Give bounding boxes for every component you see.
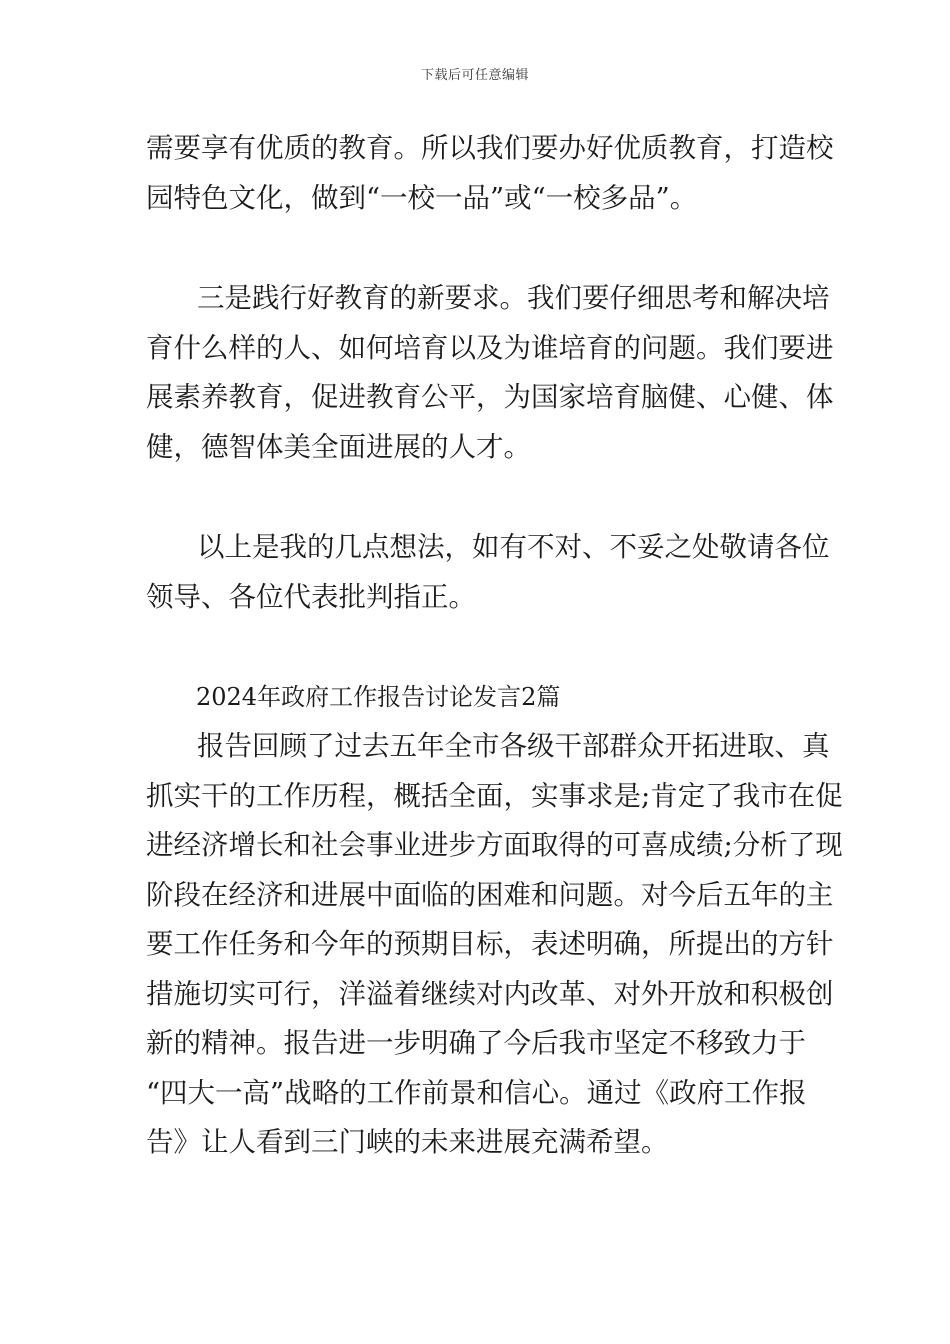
text-line: 报告回顾了过去五年全市各级干部群众开拓进取、真 (197, 730, 830, 762)
page-header: 下载后可任意编辑 (420, 68, 529, 83)
text-line: 告》让人看到三门峡的未来进展充满希望。 (146, 1126, 669, 1158)
text-line: 抓实干的工作历程，概括全面，实事求是;肯定了我市在促 (146, 779, 843, 812)
paragraph-2 (146, 274, 834, 472)
paragraph-1 (146, 124, 834, 223)
text-line: 三是践行好教育的新要求。我们要仔细思考和解决培 (197, 282, 830, 314)
text-line: 育什么样的人、如何培育以及为谁培育的问题。我们要进 (146, 331, 834, 364)
text-line: 进经济增长和社会事业进步方面取得的可喜成绩;分析了现 (146, 829, 843, 861)
text-line: 措施切实可行，洋溢着继续对内改革、对外开放和积极创 (146, 977, 834, 1010)
text-line: 新的精神。报告进一步明确了今后我市坚定不移致力于 (146, 1027, 806, 1059)
text-line: 阶段在经济和进展中面临的困难和问题。对今后五年的主 (146, 878, 834, 911)
text-line: “四大一高”战略的工作前景和信心。通过《政府工作报 (146, 1076, 807, 1109)
body-paragraph (146, 722, 843, 1168)
text-line: 要工作任务和今年的预期目标，表述明确，所提出的方针 (146, 928, 834, 960)
text-line: 领导、各位代表批判指正。 (146, 580, 476, 613)
text-line: 需要享有优质的教育。所以我们要办好优质教育，打造校 (146, 132, 834, 164)
text-line: 展素养教育，促进教育公平，为国家培育脑健、心健、体 (146, 381, 834, 413)
text-line: 以上是我的几点想法，如有不对、不妥之处敬请各位 (197, 531, 830, 563)
paragraph-3 (146, 523, 830, 622)
section-heading: 2024年政府工作报告讨论发言2篇 (196, 683, 561, 711)
text-line: 健，德智体美全面进展的人才。 (146, 430, 531, 463)
text-line: 园特色文化，做到“一校一品”或“一校多品”。 (146, 181, 698, 214)
